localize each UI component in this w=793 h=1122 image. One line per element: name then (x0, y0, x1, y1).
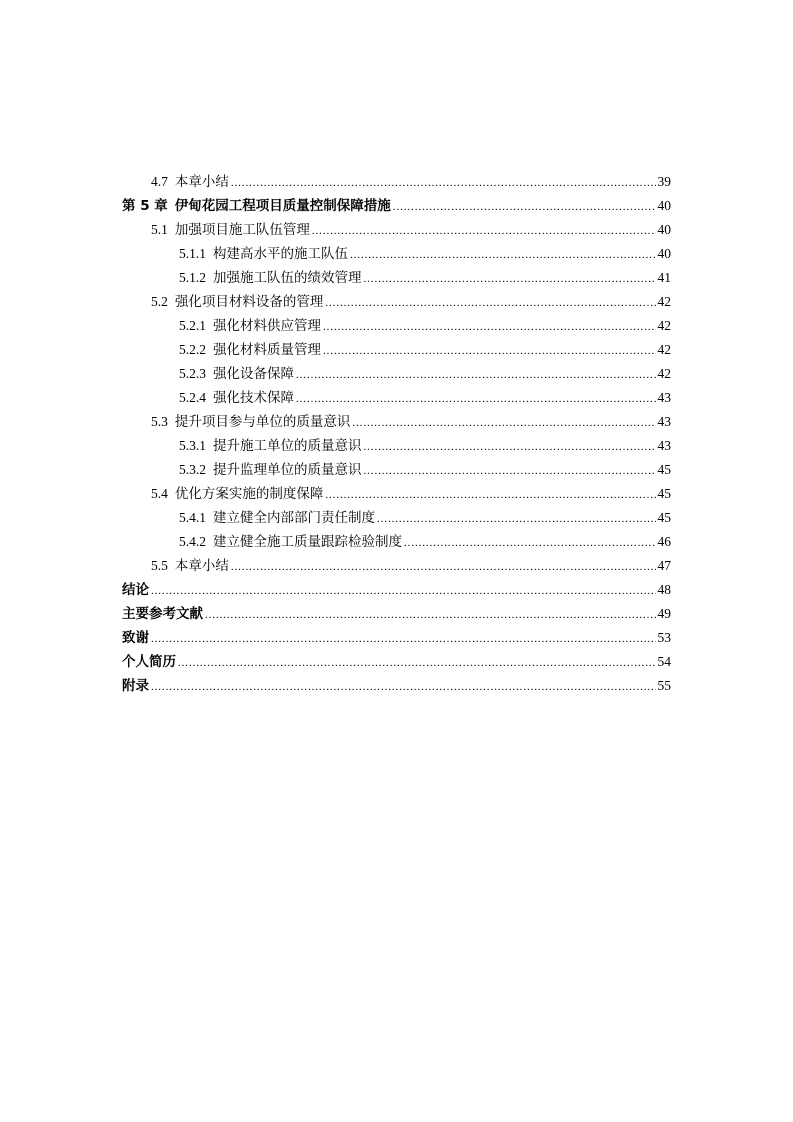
toc-entry[interactable] (122, 602, 671, 626)
page-number: 45 (657, 462, 671, 477)
section-title: 强化材料供应管理 (213, 318, 321, 334)
section-title: 优化方案实施的制度保障 (174, 486, 324, 502)
page-number: 43 (657, 390, 671, 405)
page-number: 43 (657, 414, 671, 429)
dot-leader (151, 627, 656, 651)
section-title: 建立健全施工质量跟踪检验制度 (213, 534, 402, 550)
page-number: 45 (657, 510, 671, 525)
toc-entry[interactable] (122, 458, 671, 482)
toc-entry[interactable] (122, 314, 671, 338)
dot-leader (404, 531, 656, 555)
section-title: 建立健全内部部门责任制度 (213, 510, 375, 526)
section-number: 5.2.4 (179, 390, 206, 405)
section-title: 加强施工队伍的绩效管理 (213, 270, 362, 286)
section-number: 5.2.1 (179, 318, 206, 333)
section-title: 提升监理单位的质量意识 (213, 462, 362, 478)
dot-leader (151, 579, 656, 603)
section-title: 本章小结 (174, 174, 229, 190)
table-of-contents (122, 170, 671, 698)
dot-leader (393, 195, 656, 219)
toc-entry[interactable] (122, 338, 671, 362)
section-number: 5.1.1 (179, 246, 206, 261)
page-number: 42 (657, 318, 671, 333)
dot-leader (231, 171, 656, 195)
page-number: 46 (657, 534, 671, 549)
dot-leader (178, 651, 656, 675)
toc-entry[interactable] (122, 506, 671, 530)
page-number: 42 (657, 294, 671, 309)
page-number: 41 (657, 270, 671, 285)
page-number: 43 (657, 438, 671, 453)
toc-entry[interactable] (122, 626, 671, 650)
toc-entry[interactable] (122, 194, 671, 218)
section-title: 结论 (122, 582, 149, 598)
section-number: 5.1 (151, 222, 168, 237)
dot-leader (350, 243, 656, 267)
page-number: 47 (657, 558, 671, 573)
toc-entry[interactable] (122, 218, 671, 242)
page-number: 40 (657, 246, 671, 261)
page-number: 49 (657, 606, 671, 621)
page-number: 55 (657, 678, 671, 693)
toc-entry[interactable] (122, 578, 671, 602)
section-title: 强化材料质量管理 (213, 342, 321, 358)
section-number: 5.2 (151, 294, 168, 309)
dot-leader (352, 411, 655, 435)
section-number: 5.1.2 (179, 270, 206, 285)
toc-entry[interactable] (122, 482, 671, 506)
dot-leader (364, 267, 656, 291)
page-number: 42 (657, 342, 671, 357)
section-title: 附录 (122, 678, 149, 694)
dot-leader (296, 387, 656, 411)
section-number: 5.2.3 (179, 366, 206, 381)
section-title: 强化技术保障 (213, 390, 294, 406)
section-title: 主要参考文献 (122, 606, 203, 622)
dot-leader (325, 291, 655, 315)
dot-leader (364, 435, 656, 459)
toc-entry[interactable] (122, 554, 671, 578)
section-title: 个人简历 (122, 654, 176, 670)
toc-entry[interactable] (122, 650, 671, 674)
toc-entry[interactable] (122, 266, 671, 290)
section-number: 4.7 (151, 174, 168, 189)
dot-leader (364, 459, 656, 483)
section-title: 致谢 (122, 630, 149, 646)
section-number: 5.4 (151, 486, 168, 501)
section-title: 强化项目材料设备的管理 (174, 294, 324, 310)
page-number: 53 (657, 630, 671, 645)
section-title: 本章小结 (174, 558, 229, 574)
toc-entry[interactable] (122, 242, 671, 266)
section-number: 5.3.1 (179, 438, 206, 453)
page-number: 40 (657, 198, 671, 213)
dot-leader (205, 603, 656, 627)
dot-leader (312, 219, 656, 243)
dot-leader (296, 363, 656, 387)
page-number: 45 (657, 486, 671, 501)
section-title: 强化设备保障 (213, 366, 294, 382)
page-number: 40 (657, 222, 671, 237)
dot-leader (151, 675, 656, 699)
section-number: 5.3 (151, 414, 168, 429)
toc-entry[interactable] (122, 170, 671, 194)
page-number: 42 (657, 366, 671, 381)
dot-leader (323, 339, 656, 363)
toc-entry[interactable] (122, 362, 671, 386)
toc-entry[interactable] (122, 386, 671, 410)
section-title: 提升项目参与单位的质量意识 (174, 414, 351, 430)
section-number: 5.4.1 (179, 510, 206, 525)
toc-entry[interactable] (122, 674, 671, 698)
section-number: 5.4.2 (179, 534, 206, 549)
toc-entry[interactable] (122, 410, 671, 434)
section-title: 加强项目施工队伍管理 (174, 222, 310, 238)
toc-entry[interactable] (122, 290, 671, 314)
page-number: 48 (657, 582, 671, 597)
page-number: 39 (657, 174, 671, 189)
dot-leader (231, 555, 656, 579)
dot-leader (323, 315, 656, 339)
section-number: 5.2.2 (179, 342, 206, 357)
toc-entry[interactable] (122, 530, 671, 554)
dot-leader (377, 507, 656, 531)
dot-leader (325, 483, 655, 507)
section-number: 5.5 (151, 558, 168, 573)
section-title: 提升施工单位的质量意识 (213, 438, 362, 454)
section-number: 5.3.2 (179, 462, 206, 477)
page-number: 54 (657, 654, 671, 669)
toc-entry[interactable] (122, 434, 671, 458)
section-title: 构建高水平的施工队伍 (213, 246, 348, 262)
section-title: 伊甸花园工程项目质量控制保障措施 (174, 198, 391, 214)
section-number: 第 5 章 (122, 198, 168, 214)
